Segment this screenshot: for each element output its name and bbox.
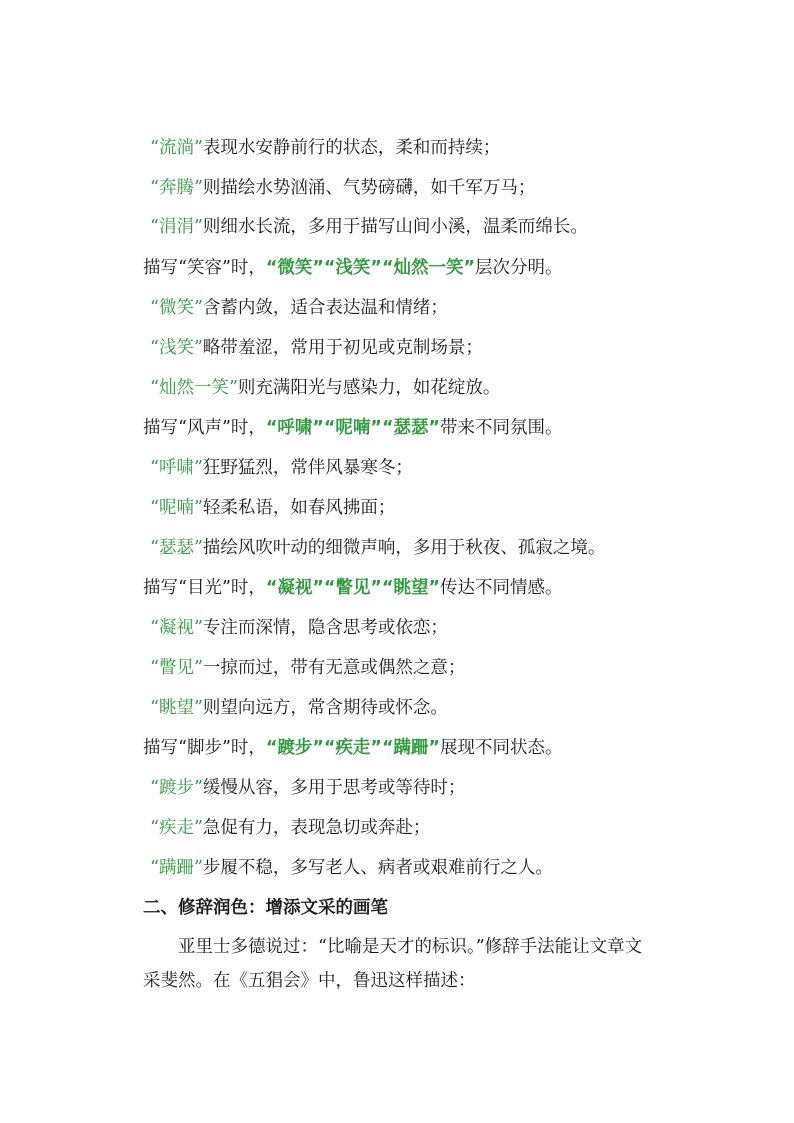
term: “瑟瑟” — [150, 538, 203, 558]
term: “瞥见” — [150, 658, 203, 678]
water-line-2 — [0, 176, 794, 200]
term: “踱步” — [150, 778, 203, 798]
term: “蹒跚” — [381, 738, 440, 758]
term: “浅笑” — [150, 338, 203, 358]
intro-suffix: 层次分明。 — [474, 258, 563, 278]
steps-line-3 — [0, 856, 794, 880]
wind-line-3 — [0, 536, 794, 560]
gaze-line-1 — [0, 616, 794, 640]
gaze-line-3 — [0, 696, 794, 720]
definition: 则望向远方，常含期待或怀念。 — [202, 698, 448, 718]
term: “灿然一笑” — [150, 378, 238, 398]
term: “灿然一笑” — [381, 258, 475, 278]
term: “呢喃” — [323, 418, 382, 438]
intro-prefix: 描写“笑容”时， — [143, 258, 266, 278]
intro-suffix: 展现不同状态。 — [439, 738, 563, 758]
definition: 则细水长流，多用于描写山间小溪，温柔而绵长。 — [202, 217, 588, 237]
gaze-line-2 — [0, 656, 794, 680]
term: “踱步” — [265, 738, 324, 758]
smile-intro — [0, 256, 794, 280]
term: “呼啸” — [265, 418, 324, 438]
term: “呼啸” — [150, 458, 203, 478]
term: “奔腾” — [150, 178, 203, 198]
term: “眺望” — [150, 698, 203, 718]
smile-line-3 — [0, 376, 794, 400]
definition: 描绘风吹叶动的细微声响，多用于秋夜、孤寂之境。 — [202, 538, 606, 558]
term: “瑟瑟” — [381, 418, 440, 438]
definition: 则描绘水势汹涌、气势磅礴，如千军万马； — [202, 178, 536, 198]
intro-suffix: 传达不同情感。 — [439, 578, 563, 598]
wind-line-2 — [0, 496, 794, 520]
term: “凝视” — [150, 618, 203, 638]
term: “微笑” — [265, 258, 324, 278]
intro-prefix: 描写“脚步”时， — [143, 738, 266, 758]
steps-line-1 — [0, 776, 794, 800]
definition: 表现水安静前行的状态，柔和而持续； — [202, 138, 501, 158]
intro-prefix: 描写“风声”时， — [143, 418, 266, 438]
steps-line-2 — [0, 816, 794, 840]
gaze-intro — [0, 576, 794, 600]
term: “涓涓” — [150, 217, 203, 237]
steps-intro — [0, 736, 794, 760]
smile-line-1 — [0, 296, 794, 320]
definition: 狂野猛烈，常伴风暴寒冬； — [202, 458, 413, 478]
section-heading: 二、修辞润色：增添文采的画笔 — [143, 898, 388, 918]
closing-paragraph: 亚里士多德说过：“比喻是天才的标识。”修辞手法能让文章文采斐然。在《五猖会》中，鲁迅这样描述： — [143, 937, 643, 991]
term: “蹒跚” — [150, 858, 203, 878]
definition: 轻柔私语，如春风拂面； — [202, 498, 396, 518]
term: “瞥见” — [323, 578, 382, 598]
term: “浅笑” — [323, 258, 382, 278]
term: “流淌” — [150, 138, 203, 158]
water-line-3 — [0, 215, 794, 239]
wind-intro — [0, 416, 794, 440]
definition: 步履不稳，多写老人、病者或艰难前行之人。 — [202, 858, 553, 878]
term: “疾走” — [323, 738, 382, 758]
wind-line-1 — [0, 456, 794, 480]
definition: 则充满阳光与感染力，如花绽放。 — [237, 378, 501, 398]
intro-suffix: 带来不同氛围。 — [439, 418, 563, 438]
term: “眺望” — [381, 578, 440, 598]
term: “呢喃” — [150, 498, 203, 518]
intro-prefix: 描写“目光”时， — [143, 578, 266, 598]
term: “疾走” — [150, 818, 203, 838]
smile-line-2 — [0, 336, 794, 360]
definition: 专注而深情，隐含思考或依恋； — [202, 618, 448, 638]
water-line-1 — [0, 136, 794, 160]
definition: 含蓄内敛，适合表达温和情绪； — [202, 298, 448, 318]
term: “微笑” — [150, 298, 203, 318]
term: “凝视” — [265, 578, 324, 598]
definition: 缓慢从容，多用于思考或等待时； — [202, 778, 466, 798]
definition: 急促有力，表现急切或奔赴； — [202, 818, 431, 838]
definition: 略带羞涩，常用于初见或克制场景； — [202, 338, 483, 358]
definition: 一掠而过，带有无意或偶然之意； — [202, 658, 466, 678]
